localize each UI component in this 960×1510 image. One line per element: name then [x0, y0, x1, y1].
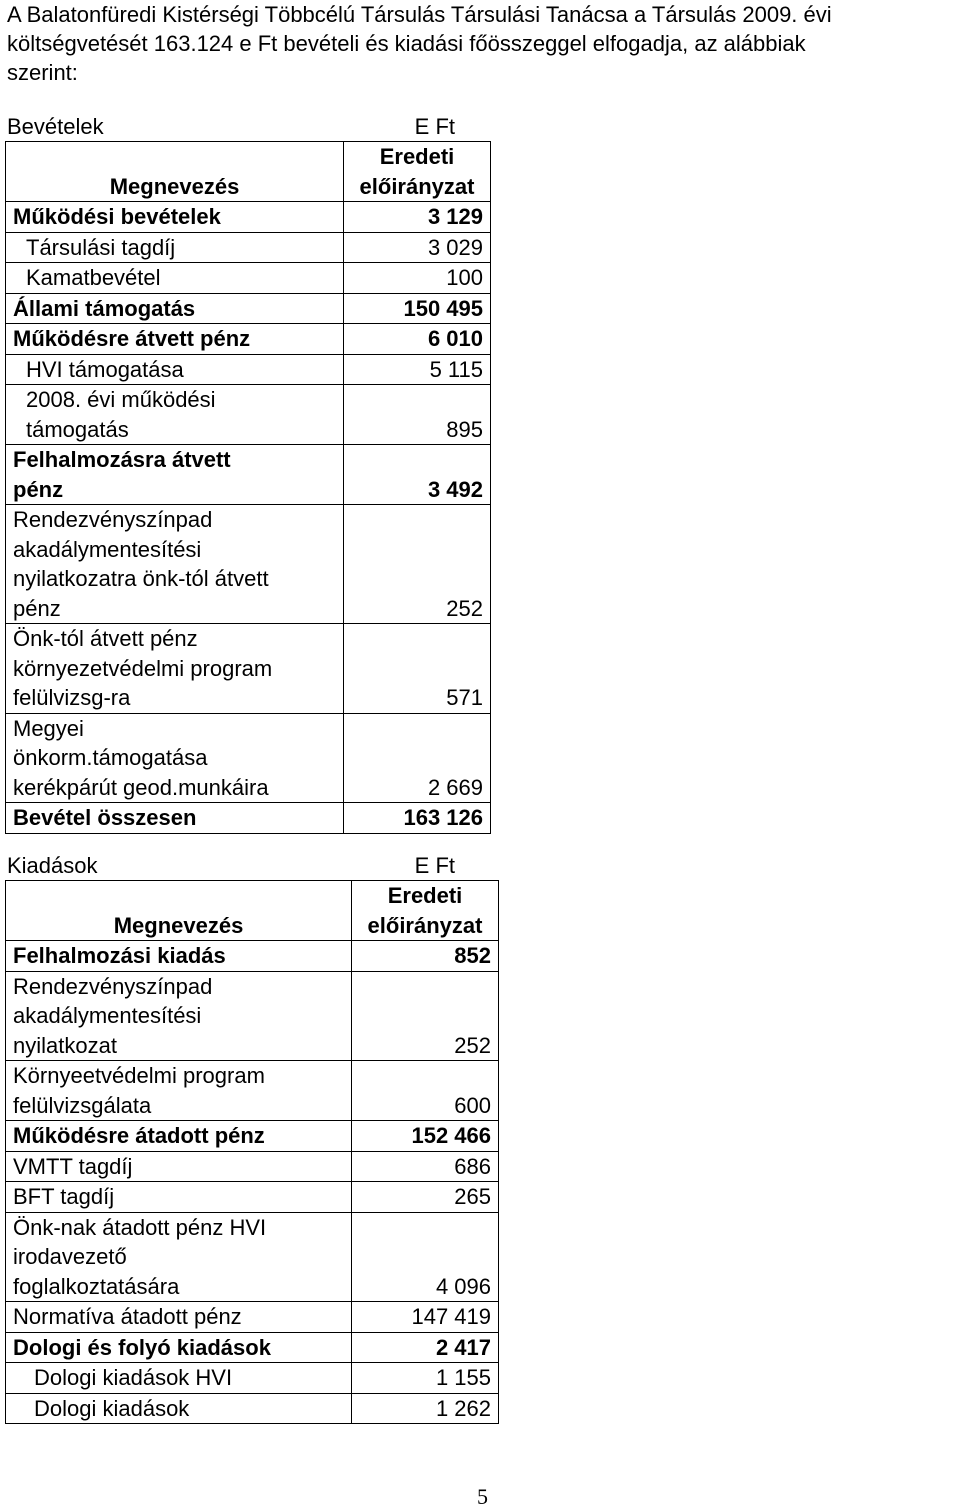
expense-table-row: [6, 1151, 499, 1182]
income-row-name-cell: [6, 385, 344, 445]
income-row-value-cell: 252: [344, 505, 491, 624]
income-row-name-cell: [6, 293, 344, 324]
expense-table-row: [6, 1182, 499, 1213]
expense-row-name-cell: [6, 1393, 352, 1424]
expense-row-value-cell: 147 419: [352, 1302, 499, 1333]
page-number: 5: [477, 1484, 488, 1509]
income-table-row: [6, 293, 491, 324]
expense-row-value-cell: 686: [352, 1151, 499, 1182]
expense-row-name-cell: [6, 1302, 352, 1333]
income-row-name-cell: [6, 232, 344, 263]
row-name-line: BFT tagdíj: [13, 1184, 115, 1209]
expense-row-name-cell: [6, 1212, 352, 1302]
income-row-value-cell: 6 010: [344, 324, 491, 355]
row-name-line: Rendezvényszínpad: [13, 973, 213, 999]
expense-table-row: [6, 971, 499, 1061]
column-header-name: Megnevezés: [113, 912, 244, 938]
row-name-line: Önk-nak átadott pénz HVI: [13, 1214, 267, 1240]
income-row-value-cell: 571: [344, 624, 491, 714]
income-row-name-cell: [6, 263, 344, 294]
row-name-line: Felhalmozási kiadás: [13, 943, 226, 968]
income-table-row: [6, 713, 491, 803]
row-name-line: 2008. évi működési: [26, 387, 216, 412]
row-name-line: Állami támogatás: [13, 295, 196, 321]
income-row-name-cell: [6, 354, 344, 385]
row-name-line: önkorm.támogatása: [13, 745, 208, 770]
expense-row-name-cell: [6, 1061, 352, 1121]
income-section-header: [7, 112, 477, 141]
income-unit-label: E Ft: [414, 114, 455, 139]
income-row-value-cell: 2 669: [344, 713, 491, 803]
row-name-line: felülvizsgálata: [13, 1092, 152, 1118]
intro-line: szerint:: [7, 60, 78, 85]
income-table-row: [6, 624, 491, 714]
expense-table-row: [6, 1363, 499, 1394]
income-section-label: Bevételek: [7, 114, 104, 139]
income-table-row: [6, 263, 491, 294]
expense-row-name-cell: [6, 1182, 352, 1213]
row-name-line: Dologi kiadások HVI: [34, 1365, 233, 1390]
row-name-line: Dologi kiadások: [34, 1395, 190, 1421]
expense-section-label: Kiadások: [7, 853, 98, 878]
expense-row-value-cell: 1 262: [352, 1393, 499, 1424]
expense-table-row: [6, 1212, 499, 1302]
expense-row-name-cell: [6, 1151, 352, 1182]
expense-section-header: [7, 851, 477, 880]
row-name-line: Rendezvényszínpad: [13, 507, 213, 532]
income-row-name-cell: [6, 505, 344, 624]
row-name-line: HVI támogatása: [26, 356, 184, 382]
expense-table-row: [6, 1302, 499, 1333]
expense-row-name-cell: [6, 1332, 352, 1363]
expense-row-value-cell: 265: [352, 1182, 499, 1213]
income-row-name-cell: [6, 803, 344, 834]
income-table-row: [6, 445, 491, 505]
expense-unit-label: E Ft: [414, 853, 455, 878]
income-row-value-cell: 3 029: [344, 232, 491, 263]
income-row-value-cell: 3 129: [344, 202, 491, 233]
expense-row-name-cell: [6, 1363, 352, 1394]
expense-row-value-cell: 4 096: [352, 1212, 499, 1302]
row-name-line: VMTT tagdíj: [13, 1153, 133, 1179]
income-row-value-cell: 895: [344, 385, 491, 445]
expense-row-value-cell: 600: [352, 1061, 499, 1121]
row-name-line: pénz: [13, 595, 61, 621]
expense-row-name-cell: [6, 941, 352, 972]
column-header-value-line2: előirányzat: [367, 912, 483, 938]
income-table-row: [6, 505, 491, 624]
row-name-line: Dologi és folyó kiadások: [13, 1334, 271, 1360]
income-table-row: [6, 232, 491, 263]
income-row-name-cell: [6, 324, 344, 355]
income-table-row: [6, 354, 491, 385]
expense-row-name-cell: [6, 1121, 352, 1152]
intro-paragraph: [7, 0, 957, 87]
row-name-line: kerékpárút geod.munkáira: [13, 774, 269, 800]
expense-header-value-cell: [352, 881, 499, 941]
income-row-value-cell: 150 495: [344, 293, 491, 324]
income-row-value-cell: 163 126: [344, 803, 491, 834]
income-table-row: [6, 202, 491, 233]
expense-table-row: [6, 1393, 499, 1424]
row-name-line: Társulási tagdíj: [26, 234, 176, 260]
intro-line: A Balatonfüredi Kistérségi Többcélú Társulás Társulási Tanácsa a Társulás 2009. évi: [7, 2, 832, 27]
income-table: [5, 141, 491, 834]
row-name-line: Bevétel összesen: [13, 805, 197, 830]
income-row-value-cell: 5 115: [344, 354, 491, 385]
row-name-line: Megyei: [13, 715, 84, 741]
row-name-line: foglalkoztatására: [13, 1273, 180, 1299]
row-name-line: Normatíva átadott pénz: [13, 1304, 242, 1329]
expense-row-value-cell: 852: [352, 941, 499, 972]
expense-row-value-cell: 252: [352, 971, 499, 1061]
column-header-name: Megnevezés: [109, 173, 240, 199]
row-name-line: Működésre átvett pénz: [13, 326, 251, 351]
income-row-name-cell: [6, 713, 344, 803]
expense-table-row: [6, 1061, 499, 1121]
expense-table-row: [6, 1332, 499, 1363]
column-header-value-line1: Eredeti: [379, 144, 455, 169]
expense-table-row: [6, 941, 499, 972]
expense-table-row: [6, 1121, 499, 1152]
income-row-name-cell: [6, 202, 344, 233]
income-row-value-cell: 3 492: [344, 445, 491, 505]
row-name-line: Környeetvédelmi program: [13, 1063, 265, 1088]
income-row-value-cell: 100: [344, 263, 491, 294]
expense-row-value-cell: 1 155: [352, 1363, 499, 1394]
income-table-row: [6, 385, 491, 445]
income-table-row: [6, 803, 491, 834]
row-name-line: akadálymentesítési: [13, 1003, 202, 1028]
row-name-line: támogatás: [26, 416, 129, 442]
row-name-line: akadálymentesítési: [13, 536, 202, 562]
row-name-line: nyilatkozat: [13, 1032, 117, 1058]
expense-row-name-cell: [6, 971, 352, 1061]
row-name-line: Működési bevételek: [13, 204, 221, 229]
column-header-value-line2: előirányzat: [359, 173, 475, 199]
row-name-line: Működésre átadott pénz: [13, 1123, 265, 1148]
income-header-value-cell: [344, 142, 491, 202]
expense-row-value-cell: 2 417: [352, 1332, 499, 1363]
expense-row-value-cell: 152 466: [352, 1121, 499, 1152]
income-header-name-cell: [6, 142, 344, 202]
row-name-line: nyilatkozatra önk-tól átvett: [13, 566, 269, 591]
income-table-row: [6, 324, 491, 355]
expense-table: [5, 880, 499, 1424]
row-name-line: pénz: [13, 476, 64, 502]
row-name-line: Kamatbevétel: [26, 265, 161, 290]
row-name-line: Önk-tól átvett pénz: [13, 626, 198, 651]
expense-header-name-cell: [6, 881, 352, 941]
income-row-name-cell: [6, 624, 344, 714]
intro-line: költségvetését 163.124 e Ft bevételi és kiadási főösszeggel elfogadja, az alábbiak: [7, 31, 806, 56]
income-row-name-cell: [6, 445, 344, 505]
row-name-line: környezetvédelmi program: [13, 655, 273, 681]
row-name-line: irodavezető: [13, 1244, 127, 1269]
income-table-header-row: [6, 142, 491, 202]
column-header-value-line1: Eredeti: [387, 883, 463, 908]
row-name-line: Felhalmozásra átvett: [13, 447, 231, 472]
expense-table-header-row: [6, 881, 499, 941]
row-name-line: felülvizsg-ra: [13, 685, 131, 710]
